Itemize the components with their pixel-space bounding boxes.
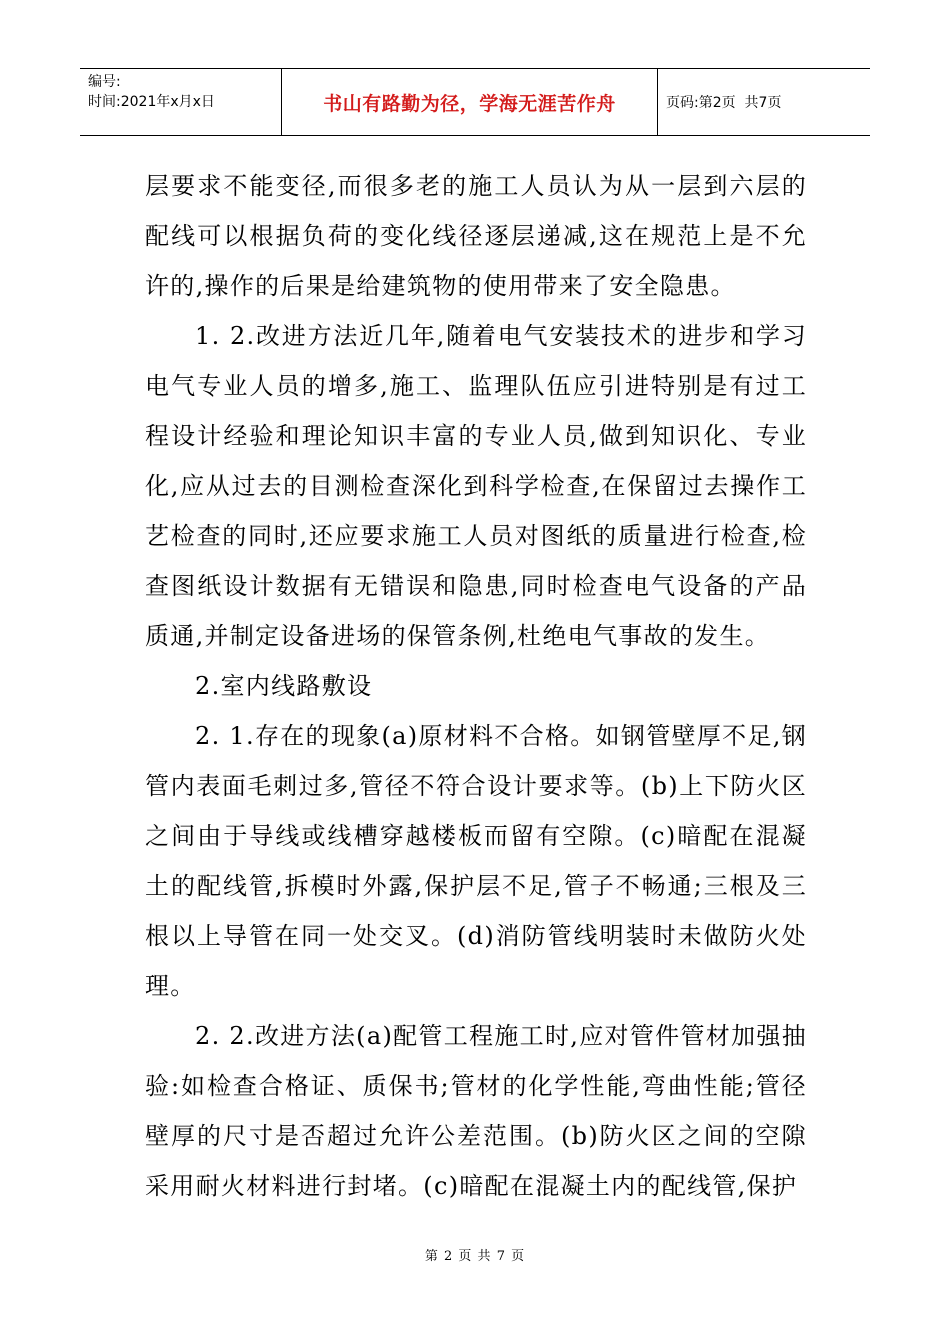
page-current: 第2页 [698, 95, 736, 111]
paragraph-improvement-measures: 2. 2.改进方法(a)配管工程施工时,应对管件管材加强抽验:如检查合格证、质保书;管材的化学性能,弯曲性能;管径壁厚的尺寸是否超过允许公差范围。(b)防火区之间的空隙采用耐火材料进行封堵。(c)暗配在混凝土内的配线管,保护 [145, 1022, 807, 1200]
page-header [80, 68, 870, 136]
page-label: 页码: [666, 95, 699, 111]
page-footer: 第 2 页 共 7 页 [424, 1249, 526, 1264]
header-motto: 书山有路勤为径，学海无涯苦作舟 [282, 69, 658, 135]
document-number-label: 编号: [88, 74, 121, 90]
page-total: 共7页 [744, 95, 782, 111]
header-meta [80, 69, 282, 135]
header-page-info [658, 69, 870, 135]
paragraph-improvement-method: 1. 2.改进方法近几年,随着电气安装技术的进步和学习电气专业人员的增多,施工、监理队伍应引进特别是有过工程设计经验和理论知识丰富的专业人员,做到知识化、专业化,应从过去的目测检查深化到科学检查,在保留过去操作工艺检查的同时,还应要求施工人员对图纸的质量进行检查,检查图纸设计数据有无错误和隐患,同时检查电气设备的产品质通,并制定设备进场的保管条例,杜绝电气事故的发生。 [145, 322, 807, 650]
paragraph-continuation: 层要求不能变径,而很多老的施工人员认为从一层到六层的配线可以根据负荷的变化线径逐层递减,这在规范上是不允许的,操作的后果是给建筑物的使用带来了安全隐患。 [145, 172, 807, 300]
paragraph-existing-issues: 2. 1.存在的现象(a)原材料不合格。如钢管壁厚不足,钢管内表面毛刺过多,管径不符合设计要求等。(b)上下防火区之间由于导线或线槽穿越楼板而留有空隙。(c)暗配在混凝土的配线管,拆模时外露,保护层不足,管子不畅通;三根及三根以上导管在同一处交叉。(d)消防管线明装时未做防火处理。 [145, 722, 807, 1000]
document-date: 时间:2021年x月x日 [88, 94, 215, 110]
document-body [145, 161, 807, 1211]
section-heading-indoor-wiring: 2.室内线路敷设 [195, 672, 373, 700]
